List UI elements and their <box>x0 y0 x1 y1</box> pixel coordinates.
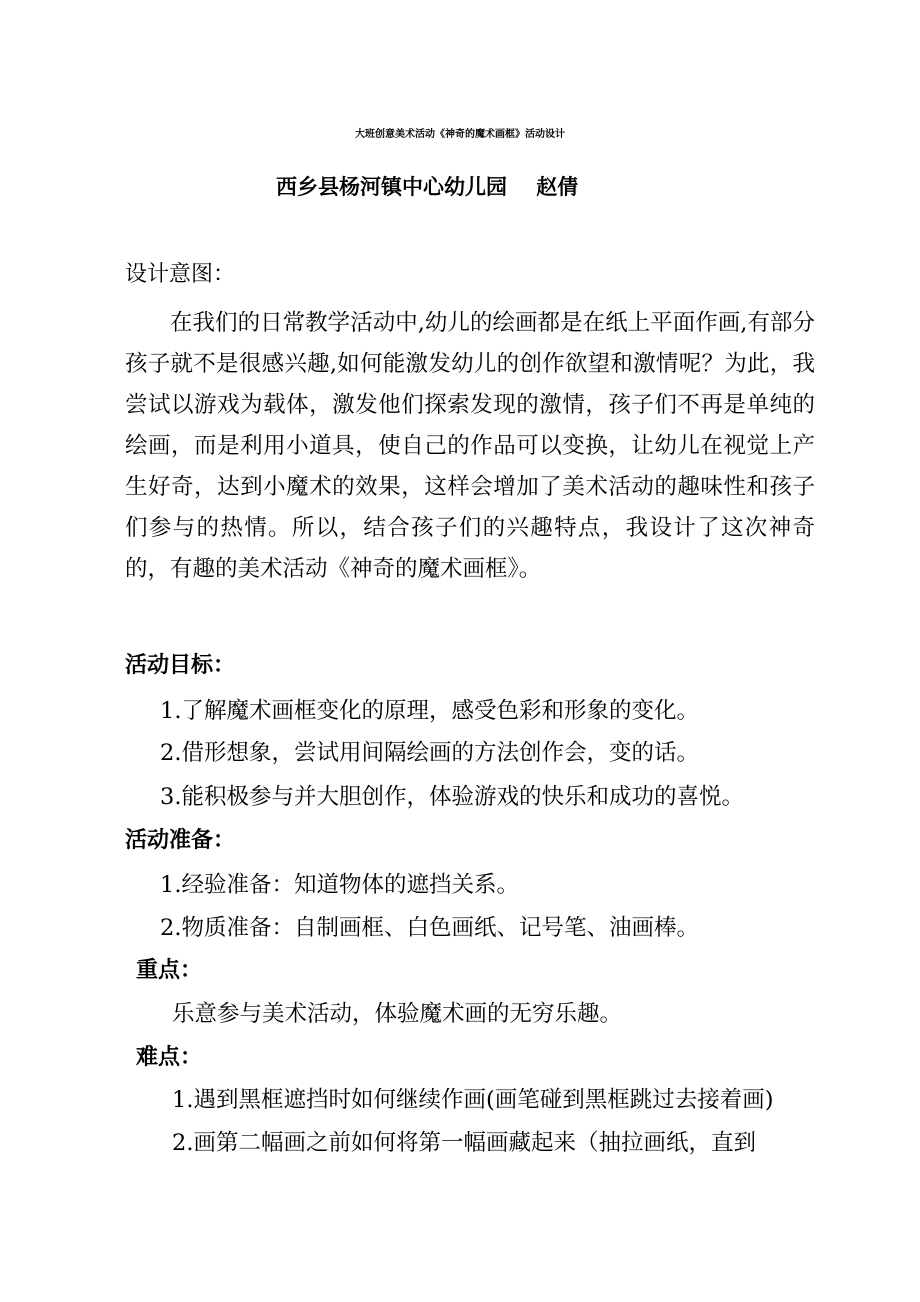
design-intent-paragraph: 在我们的日常教学活动中,幼儿的绘画都是在纸上平面作画,有部分孩子就不是很感兴趣,如何能激发幼儿的创作欲望和激情呢？为此，我尝试以游戏为载体，激发他们探索发现的激情，孩子们不再是单纯的绘画，而是利用小道具，使自己的作品可以变换，让幼儿在视觉上产生好奇，达到小魔术的效果，这样会增加了美术活动的趣味性和孩子们参与的热情。所以，结合孩子们的兴趣特点，我设计了这次神奇的，有趣的美术活动《神奇的魔术画框》。 <box>125 310 815 582</box>
preparation-item: 2.物质准备：自制画框、白色画纸、记号笔、油画棒。 <box>160 915 699 941</box>
preparation-item: 1.经验准备：知道物体的遮挡关系。 <box>160 872 519 898</box>
preparation-heading: 活动准备： <box>125 828 236 853</box>
goal-item: 3.能积极参与并大胆创作，体验游戏的快乐和成功的喜悦。 <box>160 784 744 810</box>
difficulty-item: 2.画第二幅画之前如何将第一幅画藏起来（抽拉画纸，直到 <box>172 1130 756 1156</box>
goals-heading: 活动目标： <box>125 653 236 678</box>
difficulty-heading: 难点： <box>136 1045 203 1070</box>
document-title: 大班创意美术活动《神奇的魔术画框》活动设计 <box>355 129 565 140</box>
author-line: 西乡县杨河镇中心幼儿园 赵倩 <box>276 175 579 199</box>
goal-item: 1.了解魔术画框变化的原理，感受色彩和形象的变化。 <box>160 698 699 724</box>
key-point-text: 乐意参与美术活动，体验魔术画的无穷乐趣。 <box>172 1001 623 1027</box>
key-point-heading: 重点： <box>136 958 203 983</box>
design-intent-heading: 设计意图： <box>125 262 236 287</box>
goal-item: 2.借形想象，尝试用间隔绘画的方法创作会，变的话。 <box>160 740 699 766</box>
difficulty-item: 1.遇到黑框遮挡时如何继续作画(画笔碰到黑框跳过去接着画) <box>172 1087 774 1113</box>
